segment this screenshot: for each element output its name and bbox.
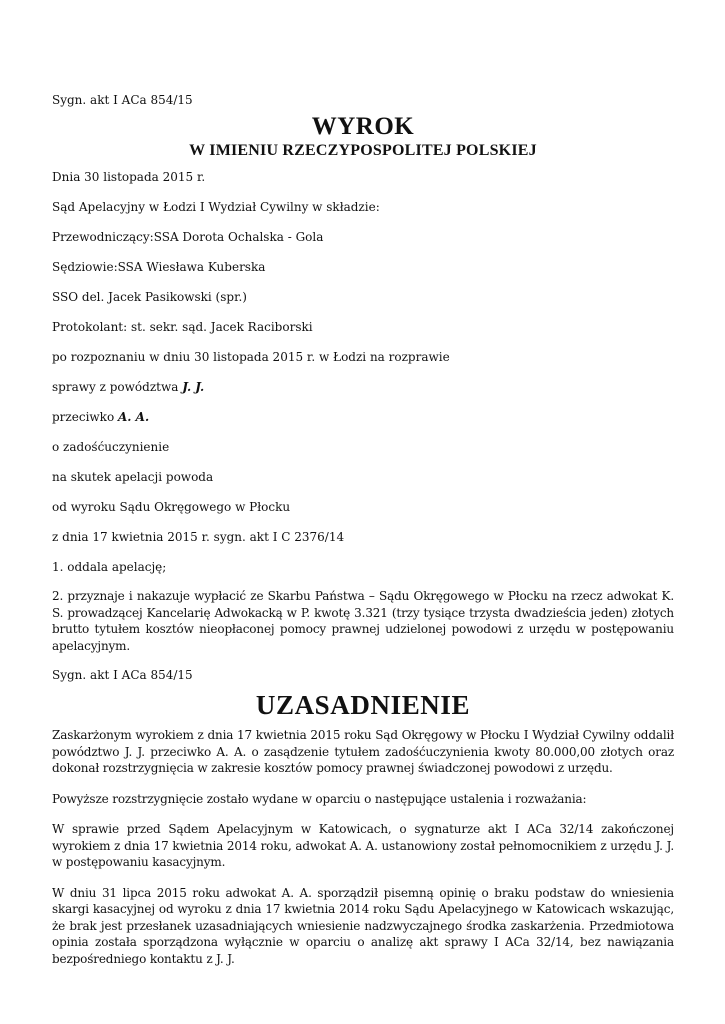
justification-paragraph-4: W dniu 31 lipca 2015 roku adwokat A. A. sporządził pisemną opinię o braku podstaw do wniesienia skargi kasacyjnej od wyroku z dnia 17 kwietnia 2014 roku Sądu Apelacyjnego w Katowicach wskazując, że brak jest przesłanek uzasadniających wniesienie nadzwyczajnego środka zaskarżenia. Przedmiotowa opinia została sporządzona wyłącznie w oparciu o analizę akt sprawy I ACa 32/14, bez nawiązania bezpośredniego kontaktu z J. J.: [52, 885, 674, 966]
appealed-judgment: od wyroku Sądu Okręgowego w Płocku: [52, 500, 291, 514]
presiding-judge: Przewodniczący:SSA Dorota Ochalska - Gola: [52, 230, 324, 244]
judge: Sędziowie:SSA Wiesława Kuberska: [52, 260, 266, 274]
claim-prefix: sprawy z powództwa: [52, 380, 183, 394]
judge-rapporteur: SSO del. Jacek Pasikowski (spr.): [52, 290, 247, 304]
claimant-name: J. J.: [182, 380, 205, 394]
justification-paragraph-3: W sprawie przed Sądem Apelacyjnym w Katowicach, o sygnaturze akt I ACa 32/14 zakończonej wyrokiem z dnia 17 kwietnia 2014 roku, adwokat A. A. ustanowiony został pełnomocnikiem z urzędu J. J. w postępowaniu kasacyjnym.: [52, 822, 674, 869]
ruling-point-2: 2. przyznaje i nakazuje wypłacić ze Skarbu Państwa – Sądu Okręgowego w Płocku na rzecz adwokat K. S. prowadzącej Kancelarię Adwokacką w P. kwotę 3.321 (trzy tysiące trzysta dwadzieścia jeden) złotych brutto tytułem kosztów nieopłaconej pomocy prawnej udzielonej powodowi z urzędu w postępowaniu apelacyjnym.: [52, 589, 674, 653]
appealed-judgment-date: z dnia 17 kwietnia 2015 r. sygn. akt I C 2376/14: [52, 530, 345, 544]
judgment-title: WYROK: [311, 113, 415, 140]
justification-paragraph-1: Zaskarżonym wyrokiem z dnia 17 kwietnia 2015 roku Sąd Okręgowy w Płocku I Wydział Cywilny oddalił powództwo J. J. przeciwko A. A. o zasądzenie tytułem zadośćuczynienia kwoty 80.000,00 złotych oraz dokonał rozstrzygnięcia w zakresie kosztów pomocy prawnej świadczonej powodowi z urzędu.: [52, 728, 674, 775]
appeal-info: na skutek apelacji powoda: [52, 470, 214, 484]
court-clerk: Protokolant: st. sekr. sąd. Jacek Raciborski: [52, 320, 313, 334]
case-subject: o zadośćuczynienie: [52, 440, 170, 454]
hearing-info: po rozpoznaniu w dniu 30 listopada 2015 r. w Łodzi na rozprawie: [52, 350, 450, 364]
claim-line: [52, 379, 674, 395]
justification-paragraph-2: Powyższe rozstrzygnięcie zostało wydane w oparciu o następujące ustalenia i rozważania:: [52, 791, 587, 806]
justification-title: UZASADNIENIE: [255, 690, 471, 720]
judgment-date: Dnia 30 listopada 2015 r.: [52, 170, 206, 184]
case-number-justification: Sygn. akt I ACa 854/15: [52, 668, 193, 682]
against-prefix: przeciwko: [52, 410, 118, 424]
judgment-subtitle: W IMIENIU RZECZYPOSPOLITEJ POLSKIEJ: [189, 142, 537, 159]
against-line: [52, 409, 674, 425]
case-number-top: Sygn. akt I ACa 854/15: [52, 93, 193, 107]
court-composition: Sąd Apelacyjny w Łodzi I Wydział Cywilny w składzie:: [52, 200, 380, 214]
ruling-point-1: 1. oddala apelację;: [52, 560, 167, 574]
defendant-name: A. A.: [117, 410, 150, 424]
document-page: [52, 92, 674, 967]
